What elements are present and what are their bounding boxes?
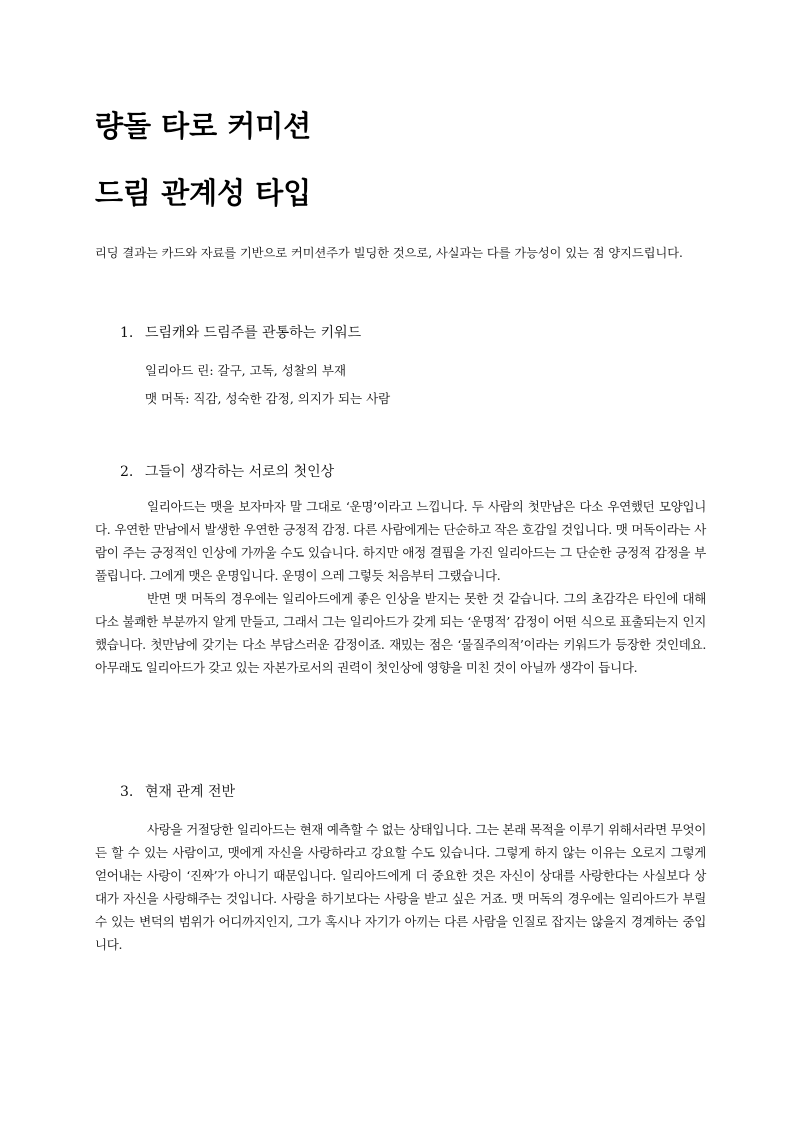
section-2-body — [95, 495, 706, 679]
document-title: 량돌 타로 커미션 — [95, 109, 312, 143]
section-2-heading — [120, 461, 720, 483]
section-1-heading — [120, 322, 720, 344]
document-subtitle: 드림 관계성 타입 — [95, 176, 312, 210]
keyword-line-iliad: 일리아드 린: 갈구, 고독, 성찰의 부재 — [145, 363, 347, 378]
section-3-body — [95, 818, 706, 956]
section-number: 3. — [120, 784, 134, 800]
paragraph: 사랑을 거절당한 일리아드는 현재 예측할 수 없는 상태입니다. 그는 본래 목적을 이루기 위해서라면 무엇이든 할 수 있는 사람이고, 맷에게 자신을 사랑하라고 강요할 수도 있습니다. 그렇게 하지 않는 이유는 오로지 그렇게 얻어내는 사랑이 ‘진짜’가 아니기 때문입니다. 일리아드에게 더 중요한 것은 자신이 상대를 사랑한다는 사실보다 상대가 자신을 사랑해주는 것입니다. 사랑을 하기보다는 사랑을 받고 싶은 거죠. 맷 머독의 경우에는 일리아드가 부릴 수 있는 변덕의 범위가 어디까지인지, 그가 혹시나 자기가 아끼는 다른 사람을 인질로 잡지는 않을지 경계하는 중입니다. — [95, 822, 706, 952]
paragraph: 일리아드는 맷을 보자마자 말 그대로 ‘운명’이라고 느낍니다. 두 사람의 첫만남은 다소 우연했던 모양입니다. 우연한 만남에서 발생한 우연한 긍정적 감정. 다른 사람에게는 단순하고 작은 호감일 것입니다. 맷 머독이라는 사람이 주는 긍정적인 인상에 가까울 수도 있습니다. 하지만 애정 결핍을 가진 일리아드는 그 단순한 긍정적 감정을 부풀립니다. 그에게 맷은 운명입니다. 운명이 으레 그렇듯 처음부터 그랬습니다. — [95, 499, 706, 583]
paragraph: 반면 맷 머독의 경우에는 일리아드에게 좋은 인상을 받지는 못한 것 같습니다. 그의 초감각은 타인에 대해 다소 불쾌한 부분까지 알게 만들고, 그래서 그는 일리아드가 갖게 되는 ‘운명적’ 감정이 어떤 식으로 표출되는지 인지했습니다. 첫만남에 갖기는 다소 부담스러운 감정이죠. 재밌는 점은 ‘물질주의적’이라는 키워드가 등장한 것인데요. 아무래도 일리아드가 갖고 있는 자본가로서의 권력이 첫인상에 영향을 미친 것이 아닐까 생각이 듭니다. — [95, 591, 706, 675]
disclaimer-text: 리딩 결과는 카드와 자료를 기반으로 커미션주가 빌딩한 것으로, 사실과는 다를 가능성이 있는 점 양지드립니다. — [95, 246, 683, 260]
section-title: 현재 관계 전반 — [145, 784, 236, 800]
section-number: 1. — [120, 325, 134, 341]
keyword-line-matt: 맷 머독: 직감, 성숙한 감정, 의지가 되는 사람 — [145, 391, 391, 406]
section-title: 드림캐와 드림주를 관통하는 키워드 — [145, 325, 362, 341]
section-number: 2. — [120, 464, 134, 480]
section-title: 그들이 생각하는 서로의 첫인상 — [145, 464, 335, 480]
section-3-heading — [120, 781, 720, 803]
